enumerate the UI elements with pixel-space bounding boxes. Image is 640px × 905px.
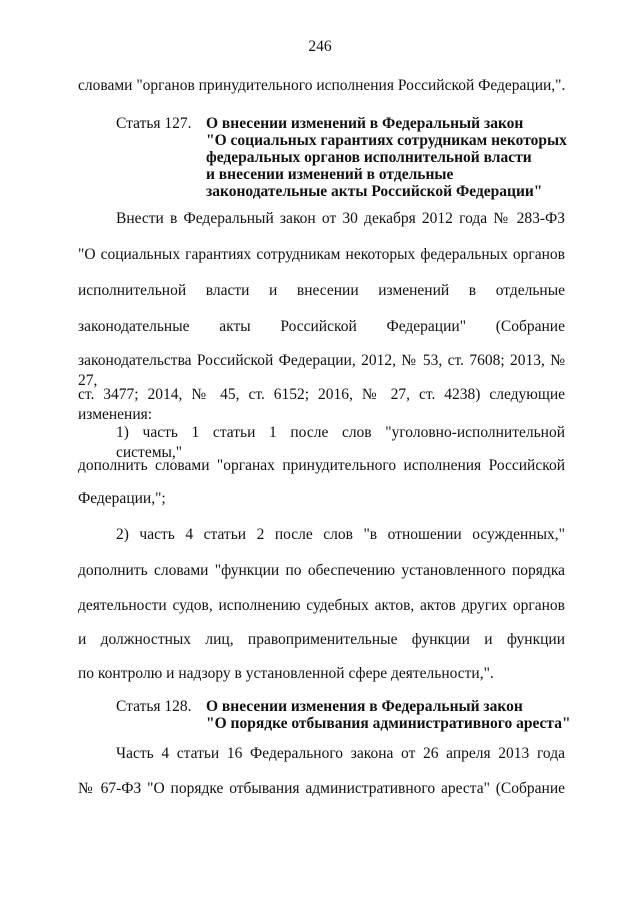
article-127-label: Статья 127. [116, 115, 192, 132]
item-1-line: дополнить словами "органах принудительного исполнения Российской [78, 457, 565, 474]
article-127-title-line: "О социальных гарантиях сотрудникам некоторых [206, 132, 567, 149]
item-1-line: 1) часть 1 статьи 1 после слов "уголовно-исполнительной системы," [116, 424, 565, 461]
item-2-line: 2) часть 4 статьи 2 после слов "в отношении осужденных," [116, 526, 565, 543]
article-127-body-line: законодательные акты Российской Федерации" (Собрание [78, 318, 565, 335]
article-127-body-line: "О социальных гарантиях сотрудникам некоторых федеральных органов [78, 246, 565, 263]
article-127-body-line: исполнительной власти и внесении изменений в отдельные [78, 282, 565, 299]
article-127-body-line: законодательства Российской Федерации, 2012, № 53, ст. 7608; 2013, № 27, [78, 352, 565, 389]
article-128-body-line: № 67-ФЗ "О порядке отбывания административного ареста" (Собрание [78, 780, 565, 797]
article-127-title-line: законодательные акты Российской Федерации" [206, 183, 543, 200]
article-127-body-line: Внести в Федеральный закон от 30 декабря 2012 года № 283-ФЗ [116, 210, 565, 227]
intro-line: словами "органов принудительного исполнения Российской Федерации,". [78, 77, 566, 94]
article-128-title-line: "О порядке отбывания административного ареста" [206, 715, 571, 732]
item-2-line: по контролю и надзору в установленной сфере деятельности,". [78, 665, 494, 682]
item-2-line: и должностных лиц, правоприменительные функции и функции [78, 631, 565, 648]
article-127-title-line: О внесении изменений в Федеральный закон [206, 115, 524, 132]
page-number: 246 [308, 38, 332, 55]
article-127-body-line: ст. 3477; 2014, № 45, ст. 6152; 2016, № 27, ст. 4238) следующие изменения: [78, 386, 565, 423]
article-128-label: Статья 128. [116, 698, 192, 715]
item-2-line: деятельности судов, исполнению судебных актов, актов других органов [78, 597, 565, 614]
article-128-body-line: Часть 4 статьи 16 Федерального закона от 26 апреля 2013 года [116, 745, 565, 762]
article-128-title-line: О внесении изменения в Федеральный закон [206, 698, 523, 715]
item-1-line: Федерации,"; [78, 490, 166, 507]
article-127-title-line: федеральных органов исполнительной власти [206, 149, 532, 166]
article-127-title-line: и внесении изменений в отдельные [206, 166, 454, 183]
item-2-line: дополнить словами "функции по обеспечению установленного порядка [78, 562, 565, 579]
